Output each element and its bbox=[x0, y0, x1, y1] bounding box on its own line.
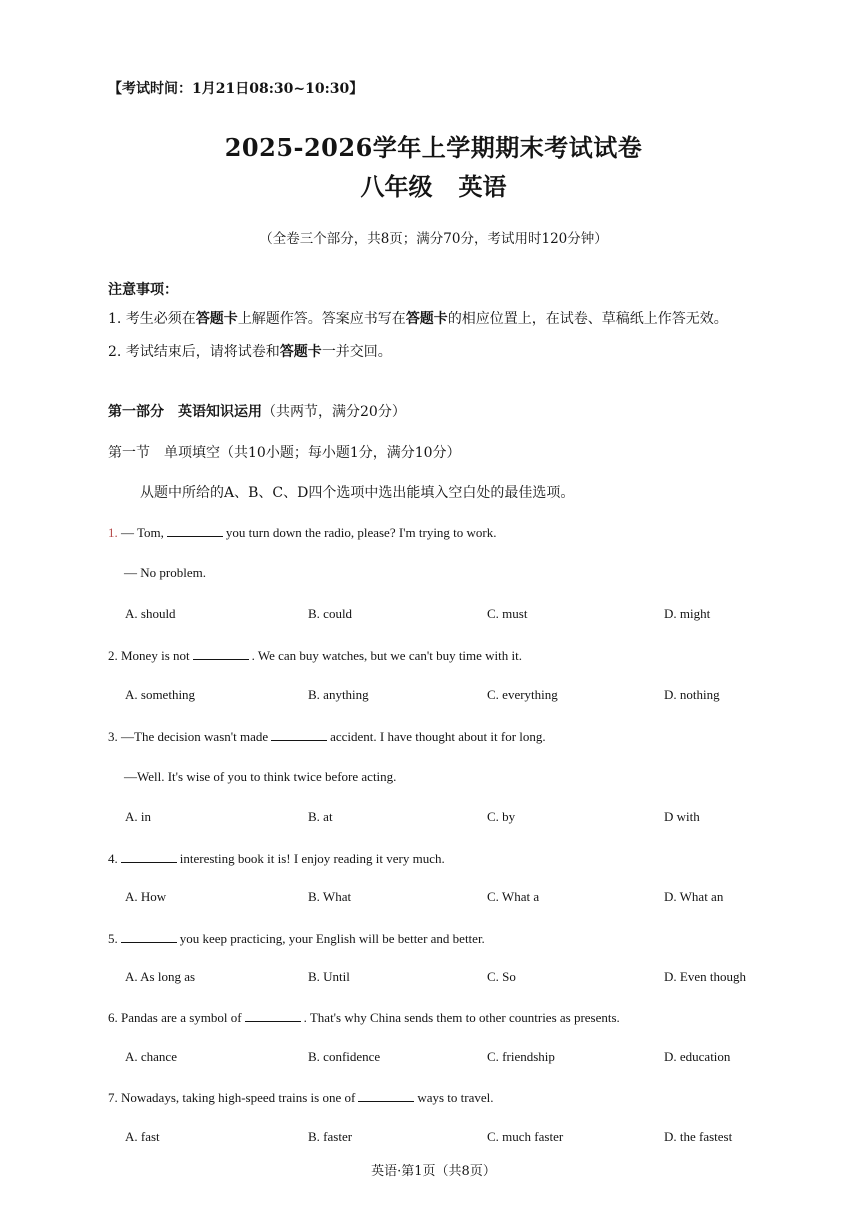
question-stem bbox=[108, 647, 522, 664]
question-stem bbox=[108, 1089, 493, 1106]
option-c: C. much faster bbox=[487, 1129, 564, 1144]
option-c: C. by bbox=[487, 809, 516, 824]
answer-blank bbox=[358, 1089, 414, 1102]
question-text-after: . That's why China sends them to other countries as presents. bbox=[303, 1010, 620, 1025]
question-text-after: accident. I have thought about it for long. bbox=[330, 729, 546, 744]
option-c: C. everything bbox=[487, 687, 558, 702]
question-number: 5. bbox=[108, 931, 118, 946]
question-number: 3. bbox=[108, 729, 118, 744]
option-b: B. faster bbox=[308, 1129, 353, 1144]
exam-title: 2025-2026学年上学期期末考试试卷 bbox=[224, 133, 643, 162]
question-text-before: Pandas are a symbol of bbox=[117, 1010, 242, 1025]
option-b: B. at bbox=[308, 809, 333, 824]
option-b: B. Until bbox=[308, 969, 350, 984]
question-stem bbox=[108, 1009, 620, 1026]
option-b: B. confidence bbox=[308, 1049, 381, 1064]
section-name: 单项填空（共10小题；每小题1分，满分10分） bbox=[164, 445, 461, 461]
question-number: 1. bbox=[108, 525, 118, 540]
option-c: C. So bbox=[487, 969, 516, 984]
part-score: （共两节，满分20分） bbox=[262, 404, 406, 420]
page-footer: 英语·第1页（共8页） bbox=[371, 1164, 496, 1179]
answer-blank bbox=[271, 728, 327, 741]
option-c: C. friendship bbox=[487, 1049, 555, 1064]
grade-label: 八年级 bbox=[360, 172, 433, 201]
question-text-after: ways to travel. bbox=[417, 1090, 494, 1105]
question-text-before: Nowadays, taking high-speed trains is one of bbox=[117, 1090, 356, 1105]
option-d: D. What an bbox=[664, 889, 724, 904]
note-item-1 bbox=[108, 308, 728, 328]
option-c: C. must bbox=[487, 606, 528, 621]
paper-info: （全卷三个部分，共8页；满分70分，考试用时120分钟） bbox=[259, 231, 608, 247]
option-a: A. something bbox=[125, 687, 196, 702]
option-d: D. nothing bbox=[664, 687, 720, 702]
note-text: 上解题作答。答案应书写在 bbox=[237, 311, 406, 327]
question-text-after: you keep practicing, your English will be better and better. bbox=[179, 931, 485, 946]
section-title bbox=[108, 442, 461, 462]
question-text-before: — Tom, bbox=[117, 525, 164, 540]
question-text-after: . We can buy watches, but we can't buy time with it. bbox=[251, 648, 523, 663]
option-d: D. the fastest bbox=[664, 1129, 733, 1144]
option-a: A. in bbox=[125, 809, 151, 824]
question-stem bbox=[108, 728, 546, 745]
option-a: A. chance bbox=[125, 1049, 177, 1064]
note-text: 2. 考试结束后，请将试卷和 bbox=[108, 344, 280, 360]
question-text-after: interesting book it is! I enjoy reading it very much. bbox=[179, 851, 445, 866]
part-name: 英语知识运用 bbox=[178, 404, 262, 420]
instruction: 从题中所给的A、B、C、D四个选项中选出能填入空白处的最佳选项。 bbox=[140, 485, 575, 501]
option-d: D with bbox=[664, 809, 700, 824]
question-number: 7. bbox=[108, 1090, 118, 1105]
answer-blank bbox=[245, 1009, 301, 1022]
subject-label: 英语 bbox=[458, 172, 507, 201]
exam-time: 【考试时间：1月21日08:30~10:30】 bbox=[108, 81, 364, 97]
answer-blank bbox=[193, 647, 249, 660]
option-a: A. How bbox=[125, 889, 167, 904]
section-label: 第一节 bbox=[108, 445, 150, 461]
note-text: 1. 考生必须在 bbox=[108, 311, 196, 327]
option-b: B. What bbox=[308, 889, 352, 904]
option-d: D. education bbox=[664, 1049, 731, 1064]
option-c: C. What a bbox=[487, 889, 540, 904]
option-a: A. As long as bbox=[125, 969, 196, 984]
option-a: A. fast bbox=[125, 1129, 160, 1144]
exam-subtitle bbox=[0, 167, 867, 202]
question-stem bbox=[108, 930, 485, 947]
note-emphasis: 答题卡 bbox=[405, 311, 448, 327]
note-emphasis: 答题卡 bbox=[195, 311, 238, 327]
question-number: 6. bbox=[108, 1010, 118, 1025]
question-text-before: Money is not bbox=[117, 648, 190, 663]
answer-blank bbox=[121, 850, 177, 863]
answer-blank bbox=[167, 524, 223, 537]
option-a: A. should bbox=[125, 606, 176, 621]
answer-blank bbox=[121, 930, 177, 943]
note-text: 一并交回。 bbox=[321, 344, 392, 360]
question-stem bbox=[108, 850, 445, 867]
dialogue-reply: — No problem. bbox=[124, 565, 206, 580]
question-number: 4. bbox=[108, 851, 118, 866]
part-title bbox=[108, 401, 406, 421]
question-stem bbox=[108, 524, 497, 541]
option-d: D. Even though bbox=[664, 969, 746, 984]
dialogue-reply: —Well. It's wise of you to think twice before acting. bbox=[124, 769, 397, 784]
notes-heading: 注意事项： bbox=[108, 282, 178, 298]
option-d: D. might bbox=[664, 606, 711, 621]
option-b: B. could bbox=[308, 606, 353, 621]
option-b: B. anything bbox=[308, 687, 369, 702]
question-number: 2. bbox=[108, 648, 118, 663]
note-emphasis: 答题卡 bbox=[279, 344, 322, 360]
part-label: 第一部分 bbox=[108, 404, 164, 420]
question-text-after: you turn down the radio, please? I'm trying to work. bbox=[225, 525, 497, 540]
note-item-2 bbox=[108, 341, 392, 361]
question-text-before: —The decision wasn't made bbox=[117, 729, 269, 744]
note-text: 的相应位置上，在试卷、草稿纸上作答无效。 bbox=[447, 311, 728, 327]
